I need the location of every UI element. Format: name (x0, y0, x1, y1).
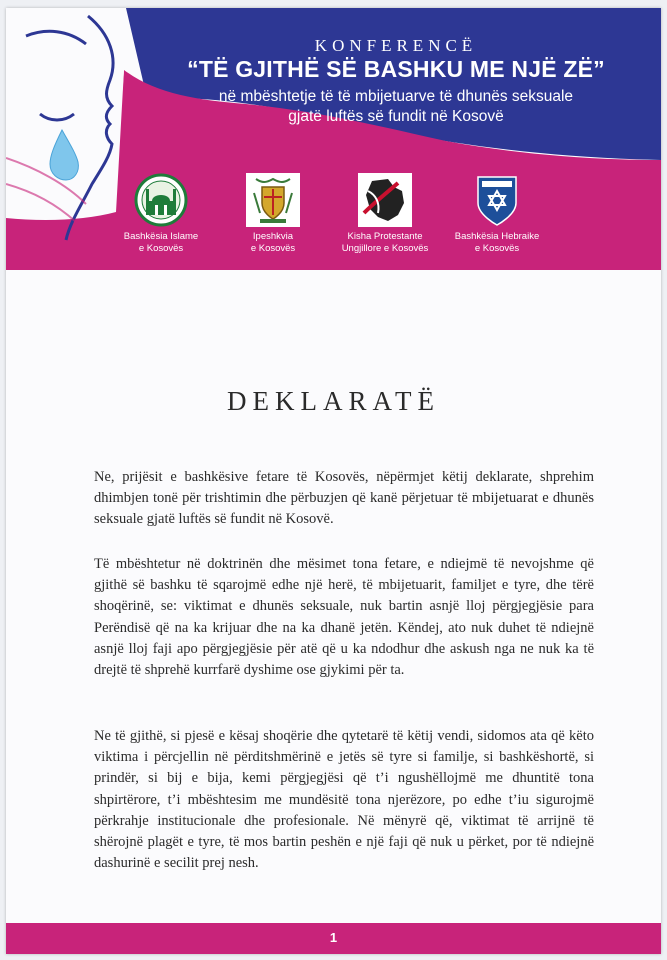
paragraph-2: Të mbështetur në doktrinën dhe mësimet tona fetare, e ndiejmë të nevojshme që gjithë së bashku të sqarojmë edhe një herë, të mbijetuarit, familjet e tyre, dhe tërë shoqërinë, se: viktimat e dhunës seksuale, nuk bartin asnjë lloj përgjegjësie para Perëndisë që na ka krijuar dhe na ka dhanë jetën. Këndej, ato nuk duhet të ndiejnë asnjë lloj faji apo përgjegjësie për atë që u ka ndodhur dhe askush nga ne nuk ka të drejtë të shprehë kurrfarë dyshime ose gjykimi për ta. (94, 556, 594, 679)
paragraph-1: Ne, prijësit e bashkësive fetare të Kosovës, nëpërmjet këtij deklarate, shprehim dhimbjen tonë për trishtimin dhe përbuzjen që kanë përjetuar të mbijetuarat e dhunës seksuale gjatë luftës së fundit në Kosovë. (94, 469, 594, 528)
page-number: 1 (329, 930, 338, 945)
logo-kisha-protestante (330, 173, 440, 255)
star-of-david-shield-icon (470, 173, 524, 227)
logo-caption-line1: Kisha Protestante (347, 231, 423, 242)
logo-caption-line2: e Kosovës (138, 243, 184, 254)
logo-caption-line2: e Kosovës (474, 243, 520, 254)
conference-banner (6, 8, 661, 270)
mosque-emblem-icon (134, 173, 188, 227)
logo-ipeshkvia (218, 173, 328, 255)
conference-subtitle-line2: gjatë luftës së fundit në Kosovë (288, 108, 504, 125)
logo-caption-line2: e Kosovës (250, 243, 296, 254)
document-page (6, 8, 661, 954)
conference-title: “TË GJITHË SË BASHKU ME NJË ZË” (187, 56, 605, 82)
logo-caption-line1: Ipeshkvia (252, 231, 294, 242)
conference-subtitle-line1: në mbështetje të të mbijetuarve të dhunës seksuale (218, 88, 574, 105)
logo-caption-line1: Bashkësia Islame (123, 231, 199, 242)
episcopal-coat-of-arms-icon (246, 173, 300, 227)
conference-label: KONFERENCË (314, 36, 478, 55)
logo-bashkesia-islame (106, 173, 216, 255)
logo-caption-line2: Ungjillore e Kosovës (341, 243, 429, 254)
logo-bashkesia-hebraike (442, 173, 552, 255)
paragraph-3: Ne të gjithë, si pjesë e kësaj shoqërie dhe qytetarë të këtij vendi, sidomos ata që këto viktima i përcjellin në përditshmërinë e jetës së tyre si familje, si bashkëshortë, si prindër, si bij e bija, kemi përgjegjësi që t’i ngushëllojmë me dhuntitë tona shpirtërore, t’i mbështesim me mundësitë tona njerëzore, po edhe t’iu sigurojmë përkrahje institucionale dhe profesionale. Në mënyrë që, viktimat të arrijnë të shërojnë plagët e tyre, të mos bartin peshën e një faji që nuk u përket, por të ndiejnë dashurinë e secilit prej nesh. (94, 728, 594, 872)
logo-caption-line1: Bashkësia Hebraike (454, 231, 540, 242)
document-title: DEKLARATË (227, 386, 440, 416)
page-footer-bar (6, 923, 661, 954)
kosovo-map-emblem-icon (358, 173, 412, 227)
